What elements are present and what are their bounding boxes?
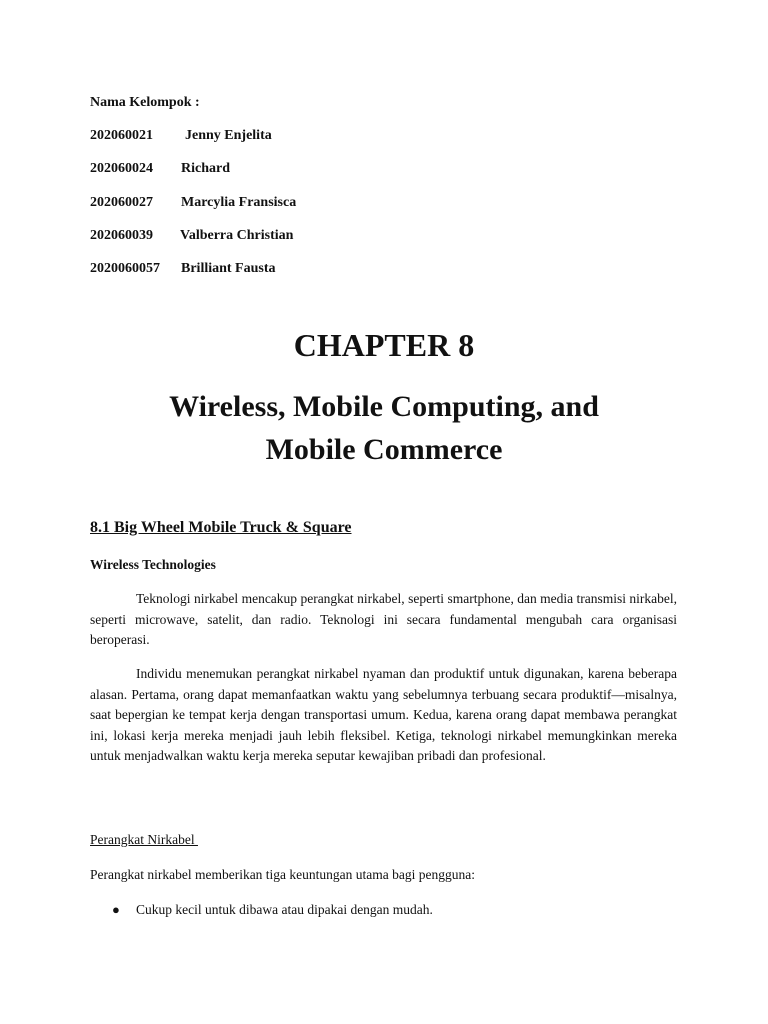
devices-intro: Perangkat nirkabel memberikan tiga keuntungan utama bagi pengguna: [90, 867, 476, 882]
section-heading: 8.1 Big Wheel Mobile Truck & Square [90, 519, 352, 536]
chapter-title-line: Mobile Commerce [265, 433, 503, 466]
member-id: 202060024 [90, 161, 153, 176]
chapter-title [0, 385, 768, 471]
chapter-label: CHAPTER 8 [293, 327, 475, 363]
devices-heading: Perangkat Nirkabel [90, 832, 198, 847]
body-paragraph: Individu menemukan perangkat nirkabel nyaman dan produktif untuk digunakan, karena beberapa alasan. Pertama, orang dapat memanfaatkan waktu yang sebelumnya terbuang secara produktif—misalnya, saat bepergian ke tempat kerja dengan transportasi umum. Kedua, karena orang dapat membawa perangkat ini, lokasi kerja mereka menjadi jauh lebih fleksibel. Ketiga, teknologi nirkabel memungkinkan mereka untuk menjadwalkan waktu kerja mereka seputar kewajiban pribadi dan profesional. [90, 666, 677, 763]
member-id: 202060039 [90, 228, 153, 243]
group-heading: Nama Kelompok : [90, 95, 200, 110]
bullet-icon: ● [112, 902, 120, 917]
chapter-title-line: Wireless, Mobile Computing, and [169, 390, 599, 423]
member-name: Jenny Enjelita [185, 128, 272, 143]
member-name: Valberra Christian [180, 228, 294, 243]
list-item-text: Cukup kecil untuk dibawa atau dipakai dengan mudah. [136, 902, 433, 917]
member-id: 202060027 [90, 195, 153, 210]
member-id: 202060021 [90, 128, 153, 143]
list-item [90, 902, 433, 918]
member-name: Brilliant Fausta [181, 261, 276, 276]
subsection-heading: Wireless Technologies [90, 557, 216, 572]
member-name: Richard [181, 161, 230, 176]
member-id: 2020060057 [90, 261, 160, 276]
body-paragraph: Teknologi nirkabel mencakup perangkat nirkabel, seperti smartphone, dan media transmisi nirkabel, seperti microwave, satelit, dan radio. Teknologi ini secara fundamental mengubah cara organisasi beroperasi. [90, 591, 677, 647]
member-name: Marcylia Fransisca [181, 195, 297, 210]
bullet-list [90, 902, 433, 918]
